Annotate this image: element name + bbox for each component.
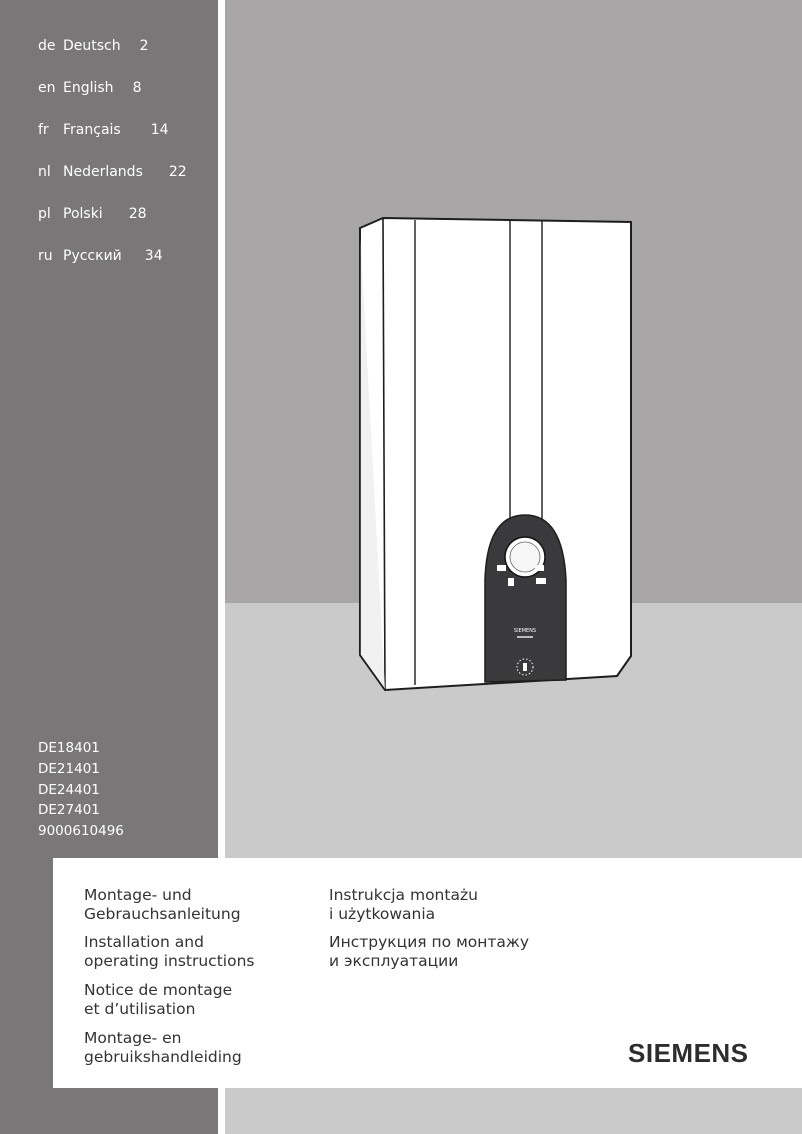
model-number: DE27401 xyxy=(38,802,100,819)
title-pl xyxy=(329,886,478,924)
title-ru xyxy=(329,933,529,971)
model-number: DE24401 xyxy=(38,781,100,798)
model-number: DE18401 xyxy=(38,740,100,756)
lang-code: fr xyxy=(38,122,49,138)
lang-name: Русский xyxy=(63,248,122,264)
lang-code: en xyxy=(38,80,56,96)
title-de xyxy=(84,886,241,924)
product-hero xyxy=(225,0,802,858)
title-line: et d’utilisation xyxy=(84,1000,196,1018)
title-line: i użytkowania xyxy=(329,905,436,923)
lang-name: Nederlands xyxy=(63,164,143,180)
lang-item-de[interactable] xyxy=(38,38,149,58)
title-line: Gebrauchsanleitung xyxy=(84,905,241,923)
title-line: Montage- en xyxy=(84,1029,182,1047)
device-brand-label: SIEMENS xyxy=(513,628,537,634)
lang-page: 34 xyxy=(144,248,163,264)
lang-item-ru[interactable] xyxy=(38,248,163,268)
title-line: Installation and xyxy=(84,933,204,951)
lang-name: Polski xyxy=(63,206,103,222)
title-en xyxy=(84,933,254,971)
model-numbers xyxy=(38,738,124,842)
title-fr xyxy=(84,981,232,1019)
shower-icon xyxy=(497,565,506,571)
lang-name: English xyxy=(63,80,114,96)
panel-gap xyxy=(53,858,61,1088)
lang-page: 2 xyxy=(139,38,149,54)
lang-item-pl[interactable] xyxy=(38,206,147,226)
title-line: Notice de montage xyxy=(84,981,233,999)
title-line: gebruikshandleiding xyxy=(84,1048,242,1066)
brand-logo: SIEMENS xyxy=(628,1038,749,1068)
bottom-strip xyxy=(225,1088,802,1134)
title-line: Instrukcja montażu xyxy=(329,886,478,904)
title-nl xyxy=(84,1029,242,1067)
lang-code: pl xyxy=(38,206,51,222)
article-number: 9000610496 xyxy=(38,823,124,840)
device-subtitle-mark xyxy=(517,636,533,638)
lang-code: ru xyxy=(38,248,53,264)
title-line: Инструкция по монтажу xyxy=(329,933,530,951)
title-line: и эксплуатации xyxy=(329,952,459,970)
lang-code: de xyxy=(38,38,56,54)
lang-name: Français xyxy=(63,122,121,138)
faucet-icon xyxy=(508,578,514,586)
lang-page: 22 xyxy=(168,164,187,180)
indicator-light xyxy=(523,663,527,671)
title-line: Montage- und xyxy=(84,886,192,904)
lang-item-fr[interactable] xyxy=(38,122,169,142)
bath-icon xyxy=(536,578,546,584)
lang-page: 14 xyxy=(150,122,169,138)
title-line: operating instructions xyxy=(84,952,255,970)
lang-item-nl[interactable] xyxy=(38,164,187,184)
lang-item-en[interactable] xyxy=(38,80,141,100)
lang-name: Deutsch xyxy=(63,38,121,54)
model-number: DE21401 xyxy=(38,760,100,777)
lang-code: nl xyxy=(38,164,51,180)
lang-page: 8 xyxy=(132,80,142,96)
panel-accent-bar xyxy=(38,858,53,1088)
water-heater-illustration xyxy=(225,0,802,858)
lang-page: 28 xyxy=(128,206,147,222)
tap-icon xyxy=(535,565,544,571)
